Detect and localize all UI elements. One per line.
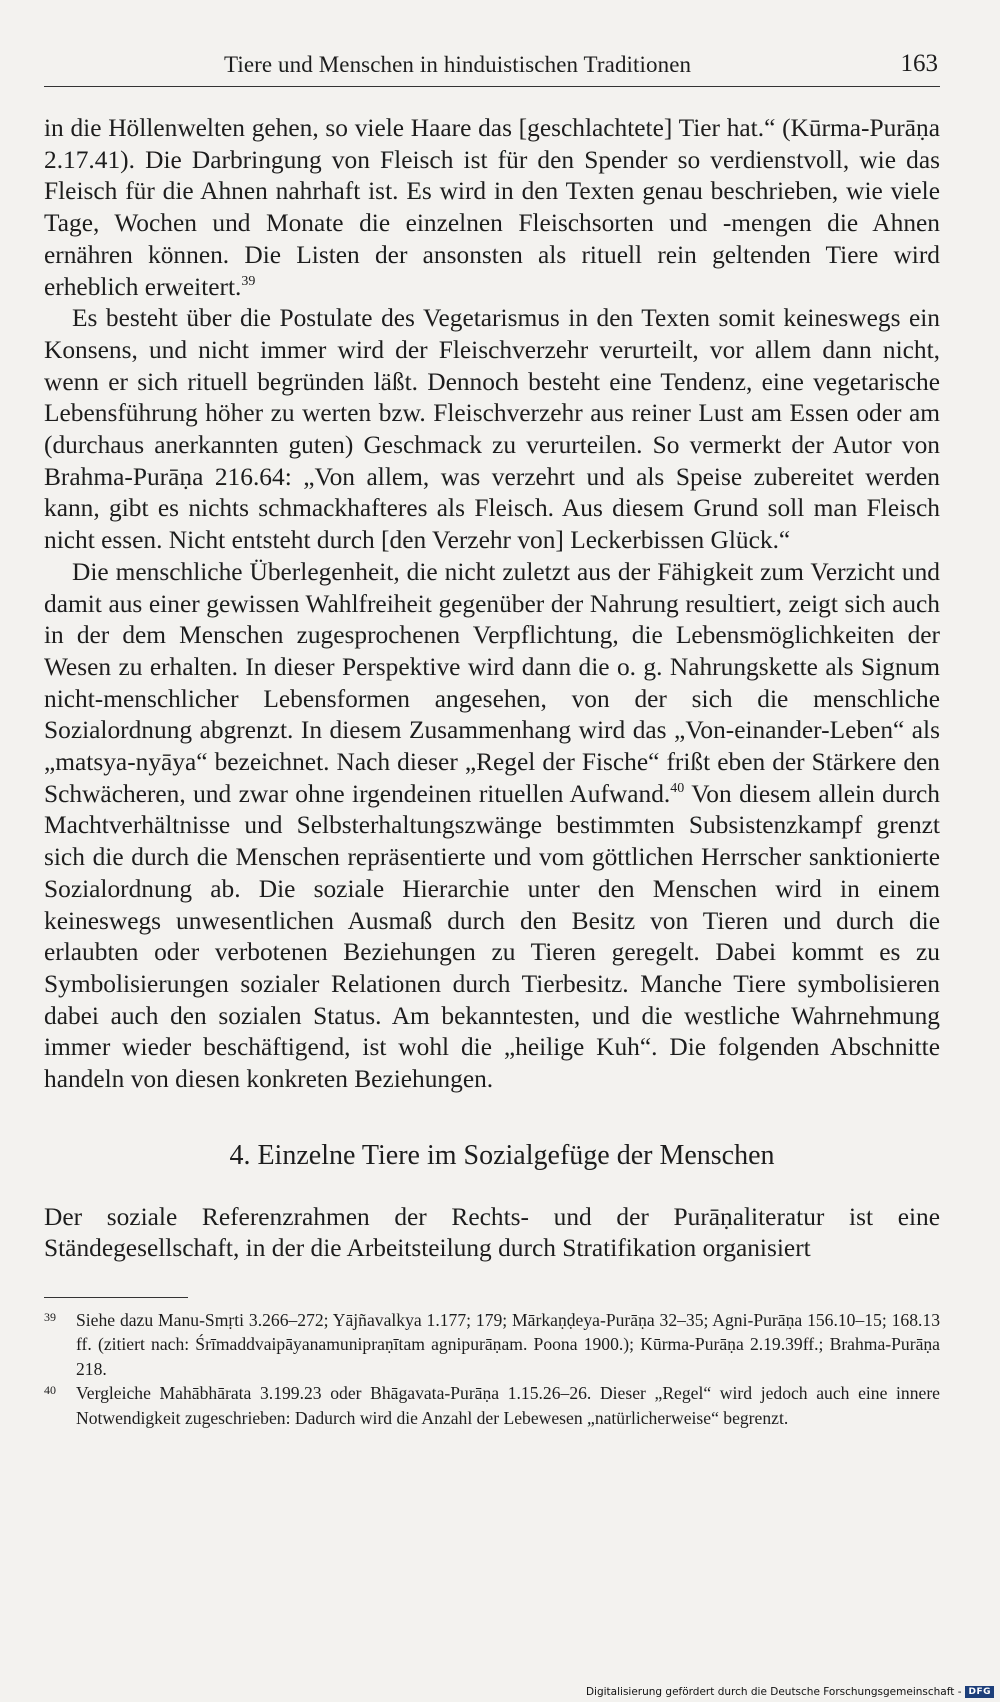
running-header <box>44 44 940 87</box>
paragraph-1-text: in die Höllenwelten gehen, so viele Haare das [geschlachtete] Tier hat.“ (Kūrma-Purāṇa 2.17.41). Die Darbringung von Fleisch ist für den Spender so verdienstvoll, wie das Fleisch für die Ahnen nahrhaft ist. Es wird in den Texten genau beschrieben, wie viele Tage, Wochen und Monate die einzelnen Fleischsorten und -mengen die Ahnen ernähren können. Die Listen der ansonsten als rituell rein geltenden Tiere wird erheblich erweitert. <box>44 114 940 301</box>
section-heading: 4. Einzelne Tiere im Sozialgefüge der Menschen <box>229 1139 775 1171</box>
credit-text: Digitalisierung gefördert durch die Deutsche Forschungsgemeinschaft - <box>585 1686 962 1698</box>
paragraph-4: Der soziale Referenzrahmen der Rechts- und der Purāṇaliteratur ist eine Ständegesellschaft, in der die Arbeitsteilung durch Stratifikation organisiert <box>44 1202 940 1263</box>
footnote-divider <box>44 1297 188 1298</box>
body-text <box>44 113 940 1265</box>
footnotes <box>44 1308 940 1431</box>
footnote-ref-40[interactable]: 40 <box>670 780 685 796</box>
footnote-39 <box>44 1308 940 1382</box>
footnote-number: 40 <box>44 1383 56 1398</box>
footnote-text: Vergleiche Mahābhārata 3.199.23 oder Bhāgavata-Purāṇa 1.15.26–26. Dieser „Regel“ wird jedoch auch eine innere Notwendigkeit zugeschrieben: Dadurch wird die Anzahl der Lebewesen „natürlicherweise“ begrenzt. <box>76 1383 940 1428</box>
footnote-text: Siehe dazu Manu-Smṛti 3.266–272; Yājñavalkya 1.177; 179; Mārkaṇḍeya-Purāṇa 32–35; Agni-Purāṇa 156.10–15; 168.13 ff. (zitiert nach: Śrīmaddvaipāyanamunipraṇītam agnipurāṇam. Poona 1900.); Kūrma-Purāṇa 2.19.39ff.; Brahma-Purāṇa 218. <box>76 1309 940 1379</box>
dfg-logo: DFG <box>965 1686 994 1698</box>
running-title: Tiere und Menschen in hinduistischen Traditionen <box>224 52 692 77</box>
paragraph-3 <box>44 557 940 1096</box>
paragraph-3-text-a: Die menschliche Überlegenheit, die nicht zuletzt aus der Fähigkeit zum Verzicht und damit aus einer gewissen Wahlfreiheit gegenüber der Nahrung resultiert, zeigt sich auch in der dem Menschen zugesprochenen Verpflichtung, die Lebensmöglichkeiten der Wesen zu erhalten. In dieser Perspektive wird dann die o. g. Nahrungskette als Signum nicht-menschlicher Lebensformen angesehen, von der sich die menschliche Sozialordnung abgrenzt. In diesem Zusammenhang wird das „Von-einander-Leben“ als „matsya-nyāya“ bezeichnet. Nach dieser „Regel der Fische“ frißt eben der Stärkere den Schwächeren, und zwar ohne irgendeinen rituellen Aufwand. <box>44 557 940 808</box>
digitization-credit <box>586 1686 994 1698</box>
footnote-number: 39 <box>44 1309 56 1324</box>
page-number: 163 <box>900 50 938 77</box>
footnote-40 <box>44 1381 940 1430</box>
paragraph-1 <box>44 113 940 303</box>
footnote-ref-39[interactable]: 39 <box>241 273 256 289</box>
paragraph-2: Es besteht über die Postulate des Vegetarismus in den Texten somit keineswegs ein Konsens, und nicht immer wird der Fleischverzehr verurteilt, vor allem dann nicht, wenn er sich rituell begründen läßt. Dennoch besteht eine Tendenz, eine vegetarische Lebensführung höher zu werten bzw. Fleischverzehr aus reiner Lust am Essen oder am (durchaus anerkannten guten) Geschmack zu verurteilen. So vermerkt der Autor von Brahma-Purāṇa 216.64: „Von allem, was verzehrt und als Speise zubereitet werden kann, gibt es nichts schmackhafteres als Fleisch. Aus diesem Grund soll man Fleisch nicht essen. Nicht entsteht durch [den Verzehr von] Leckerbissen Glück.“ <box>44 304 940 555</box>
book-page <box>44 44 940 1430</box>
paragraph-3-text-b: Von diesem allein durch Machtverhältnisse und Selbsterhaltungszwänge bestimmten Subsistenzkampf grenzt sich die durch die Menschen repräsentierte und vom göttlichen Herrscher sanktionierte Sozialordnung ab. Die soziale Hierarchie unter den Menschen wird in einem keineswegs unwesentlichen Ausmaß durch den Besitz von Tieren und durch die erlaubten oder verbotenen Beziehungen zu Tieren geregelt. Dabei kommt es zu Symbolisierungen sozialer Relationen durch Tierbesitz. Manche Tiere symbolisieren dabei auch den sozialen Status. Am bekanntesten, und die westliche Wahrnehmung immer wieder beschäftigend, ist wohl die „heilige Kuh“. Die folgenden Abschnitte handeln von diesen konkreten Beziehungen. <box>44 779 940 1094</box>
